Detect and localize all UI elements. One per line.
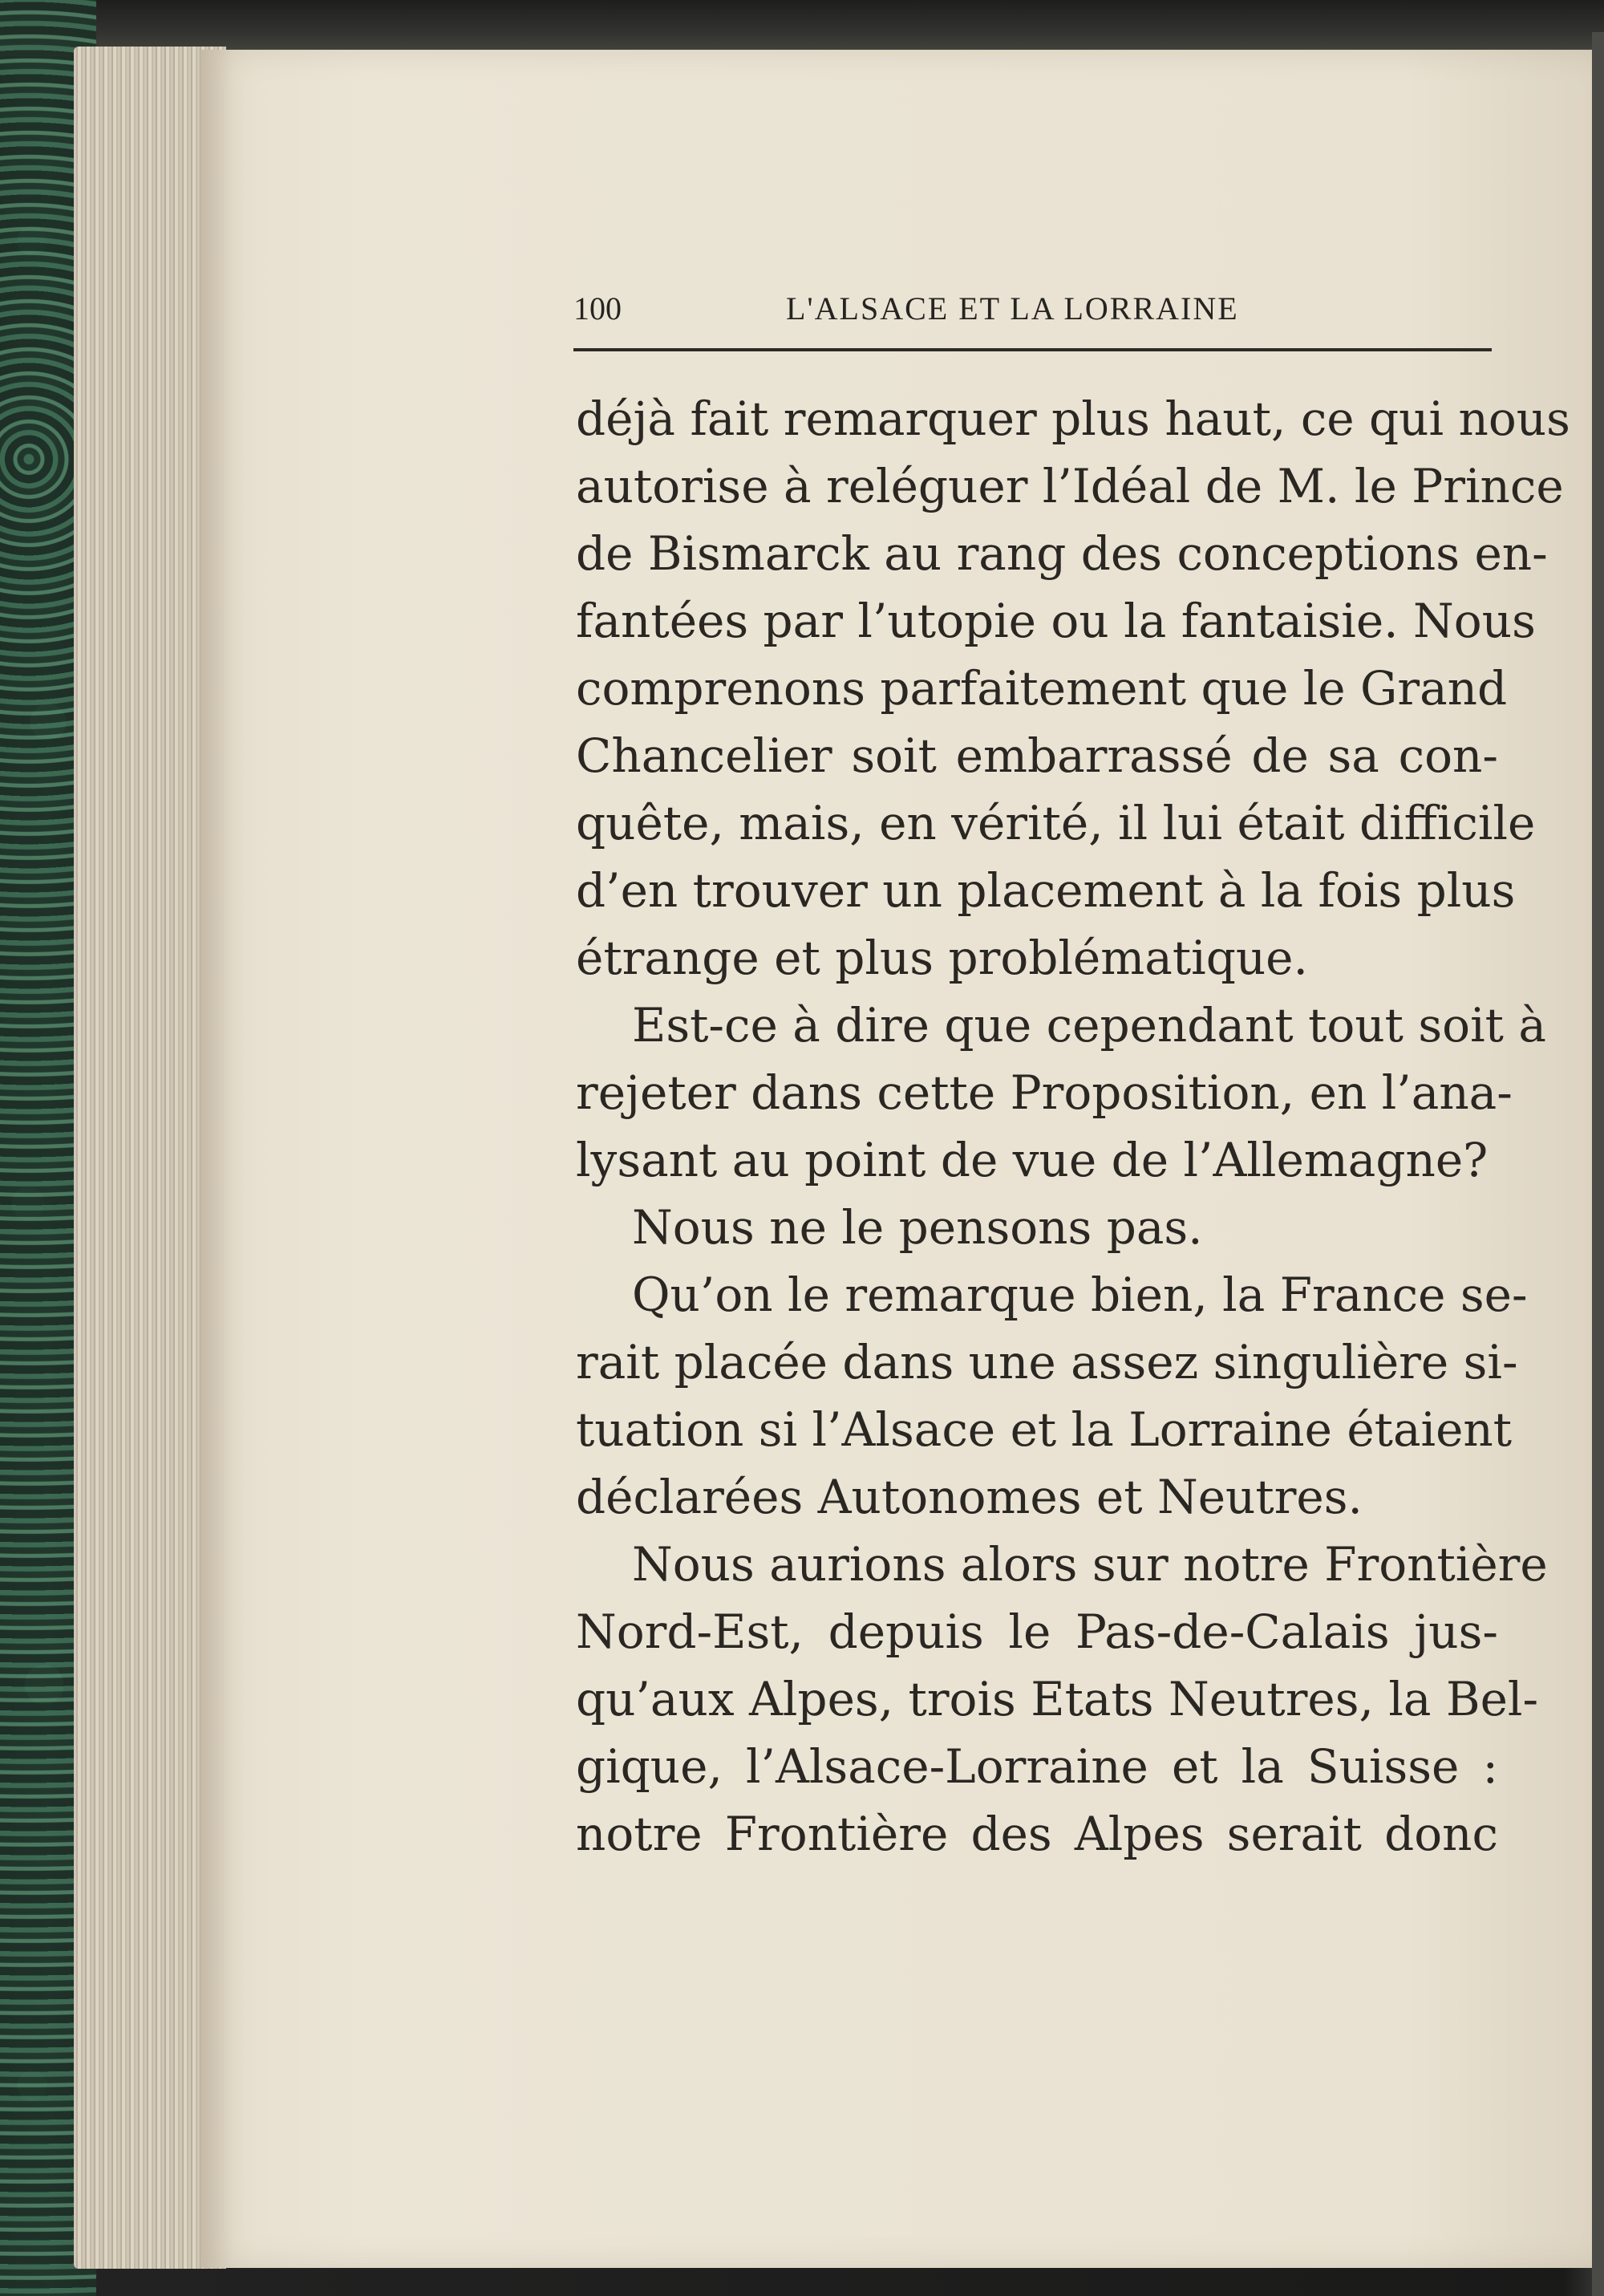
text-line: déclarées Autonomes et Neutres. [576,1470,1363,1524]
text-line: gique, l’Alsace-Lorraine et la Suisse : [576,1739,1498,1794]
text-line: autorise à reléguer l’Idéal de M. le Prince [576,459,1564,513]
text-line: rait placée dans une assez singulière si- [576,1335,1518,1389]
top-shadow [0,0,1604,56]
text-line: de Bismarck au rang des conceptions en- [576,526,1548,581]
text-line: Qu’on le remarque bien, la France se- [632,1268,1528,1322]
text-line: tuation si l’Alsace et la Lorraine étaient [576,1402,1513,1457]
text-line: Chancelier soit embarrassé de sa con- [576,728,1498,783]
text-line: Nous ne le pensons pas. [632,1200,1203,1255]
running-head: L'ALSACE ET LA LORRAINE [786,290,1239,327]
text-line: fantées par l’utopie ou la fantaisie. Nous [576,594,1536,648]
text-line: rejeter dans cette Proposition, en l’ana- [576,1065,1513,1120]
text-line: lysant au point de vue de l’Allemagne? [576,1133,1489,1187]
body-text [576,385,1570,1868]
text-line: étrange et plus problématique. [576,931,1308,985]
text-line: déjà fait remarquer plus haut, ce qui nous [576,391,1570,446]
text-line: qu’aux Alpes, trois Etats Neutres, la Bel- [576,1672,1539,1726]
text-line: Est-ce à dire que cependant tout soit à [632,998,1546,1053]
page-header [573,285,1492,333]
header-rule [573,348,1492,351]
text-line: d’en trouver un placement à la fois plus [576,863,1516,918]
right-shadow [1592,32,1604,2296]
text-line: Nous aurions alors sur notre Frontière [632,1537,1548,1592]
text-line: comprenons parfaitement que le Grand [576,661,1508,716]
text-line: Nord-Est, depuis le Pas-de-Calais jus- [576,1604,1498,1659]
page-number: 100 [573,290,622,327]
text-line: quête, mais, en vérité, il lui était difficile [576,796,1536,850]
text-line: notre Frontière des Alpes serait donc [576,1807,1498,1861]
